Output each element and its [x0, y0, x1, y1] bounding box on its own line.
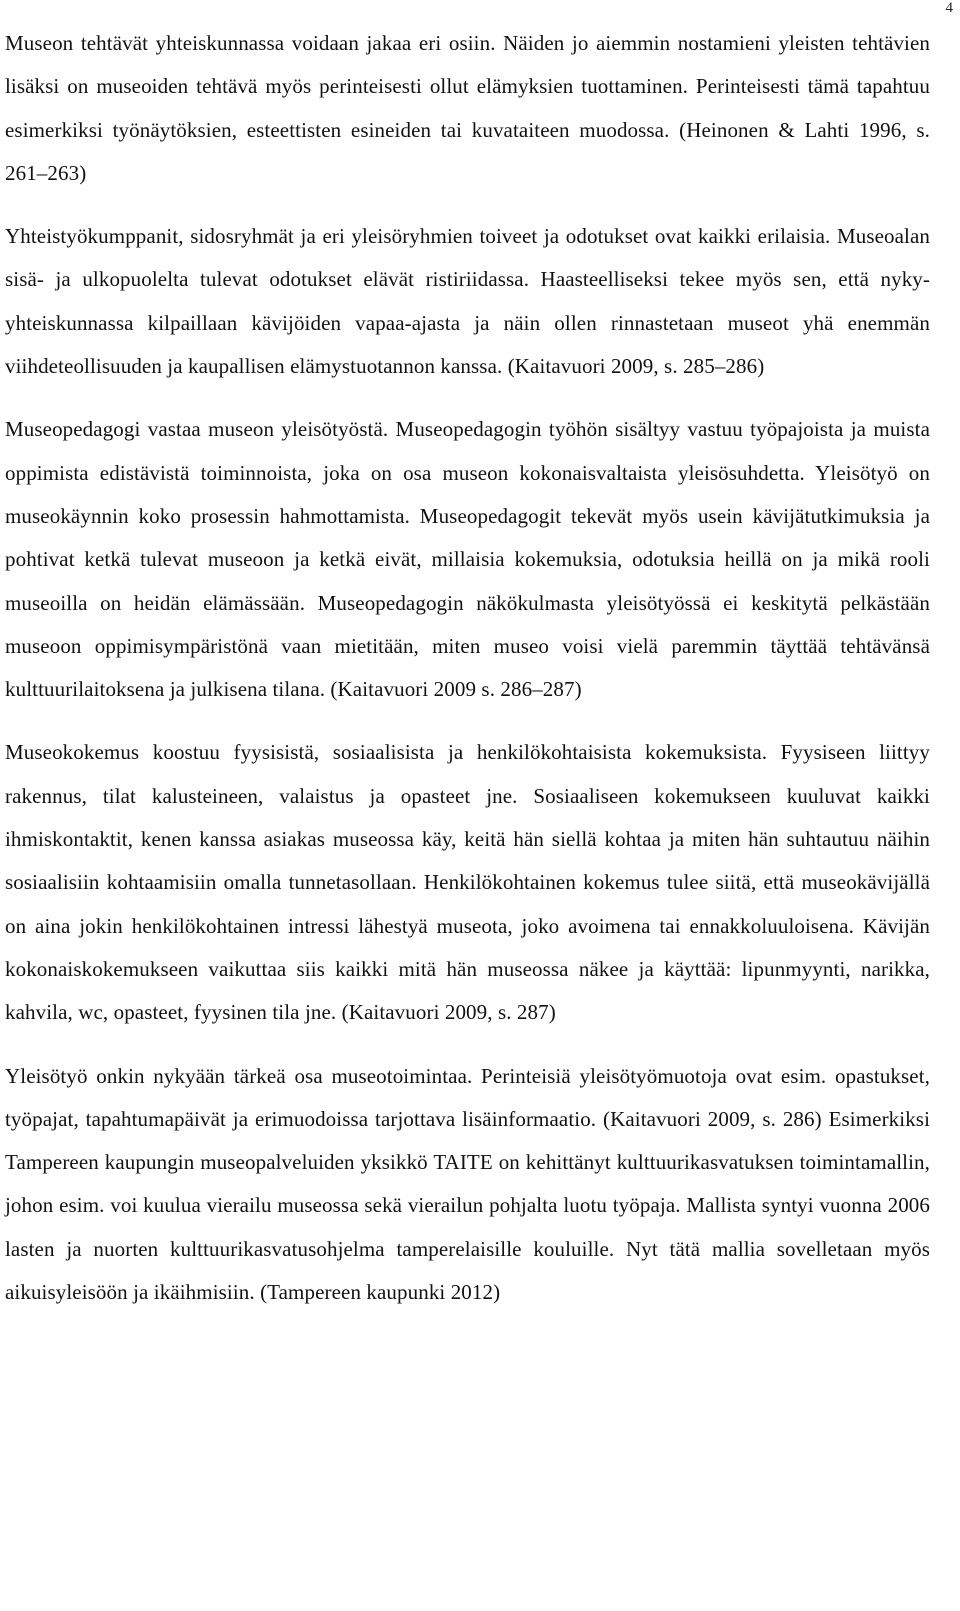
paragraph-audience-work: Yleisötyö onkin nykyään tärkeä osa museotoimintaa. Perinteisiä yleisötyömuotoja ovat esim. opastukset, työpajat, tapahtumapäivät ja erimuodoissa tarjottava lisäinformaatio. (Kaitavuori 2009, s. 286) Esimerkiksi Tampereen kaupungin museopalveluiden yksikkö TAITE on kehittänyt kulttuurikasvatuksen toimintamallin, johon esim. voi kuulua vierailu museossa sekä vierailun pohjalta luotu työpaja. Mallista syntyi vuonna 2006 lasten ja nuorten kulttuurikasvatusohjelma tamperelaisille kouluille. Nyt tätä mallia sovelletaan myös aikuisyleisöön ja ikäihmisiin. (Tampereen kaupunki 2012): [5, 1063, 930, 1305]
paragraph-museum-tasks: Museon tehtävät yhteiskunnassa voidaan jakaa eri osiin. Näiden jo aiemmin nostamieni yleisten tehtävien lisäksi on museoiden tehtävä myös perinteisesti ollut elämyksien tuottaminen. Perinteisesti tämä tapahtuu esimerkiksi työnäytöksien, esteettisten esineiden tai kuvataiteen muodossa. (Heinonen & Lahti 1996, s. 261–263): [5, 31, 930, 185]
page-number: 4: [945, 0, 953, 16]
body-text: [5, 22, 930, 1334]
paragraph-expectations: Yhteistyökumppanit, sidosryhmät ja eri yleisöryhmien toiveet ja odotukset ovat kaikki erilaisia. Museoalan sisä- ja ulkopuolelta tulevat odotukset elävät ristiriidassa. Haasteelliseksi tekee myös sen, että nyky-yhteiskunnassa kilpaillaan kävijöiden vapaa-ajasta ja näin ollen rinnastetaan museot yhä enemmän viihdeteollisuuden ja kaupallisen elämystuotannon kanssa. (Kaitavuori 2009, s. 285–286): [5, 224, 930, 379]
paragraph-museum-experience: Museokokemus koostuu fyysisistä, sosiaalisista ja henkilökohtaisista kokemuksista. Fyysiseen liittyy rakennus, tilat kalusteineen, valaistus ja opasteet jne. Sosiaaliseen kokemukseen kuuluvat kaikki ihmiskontaktit, kenen kanssa asiakas museossa käy, keitä hän siellä kohtaa ja miten hän suhtautuu näihin sosiaalisiin kohtaamisiin omalla tunnetasollaan. Henkilökohtainen kokemus tulee siitä, että museokävijällä on aina jokin henkilökohtainen intressi lähestyä museota, joko avoimena tai ennakkoluuloisena. Kävijän kokonaiskokemukseen vaikuttaa siis kaikki mitä hän museossa näkee ja käyttää: lipunmyynti, narikka, kahvila, wc, opasteet, fyysinen tila jne. (Kaitavuori 2009, s. 287): [5, 740, 930, 1025]
paragraph-museum-pedagogue: Museopedagogi vastaa museon yleisötyöstä. Museopedagogin työhön sisältyy vastuu työpajoista ja muista oppimista edistävistä toiminnoista, joka on osa museon kokonaisvaltaista yleisösuhdetta. Yleisötyö on museokäynnin koko prosessin hahmottamista. Museopedagogit tekevät myös usein kävijätutkimuksia ja pohtivat ketkä tulevat museoon ja ketkä eivät, millaisia kokemuksia, odotuksia heillä on ja mikä rooli museoilla on heidän elämässään. Museopedagogin näkökulmasta yleisötyössä ei keskitytä pelkästään museoon oppimisympäristönä vaan mietitään, miten museo voisi vielä paremmin täyttää tehtävänsä kulttuurilaitoksena ja julkisena tilana. (Kaitavuori 2009 s. 286–287): [5, 417, 930, 702]
